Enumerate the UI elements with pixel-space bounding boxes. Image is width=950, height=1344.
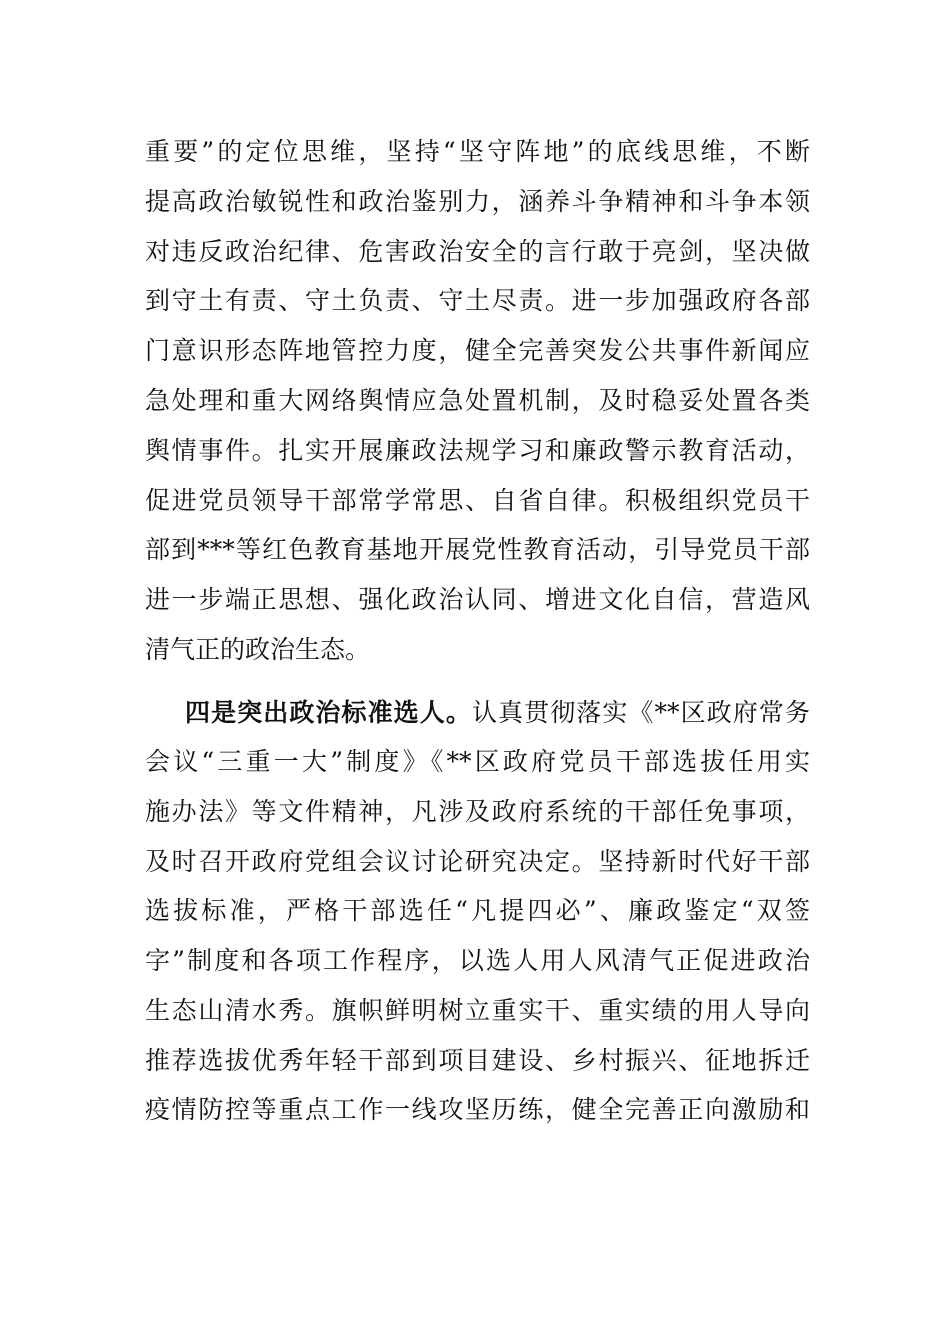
text-line: 提高政治敏锐性和政治鉴别力，涵养斗争精神和斗争本领 <box>145 187 810 216</box>
text-line: 门意识形态阵地管控力度，健全完善突发公共事件新闻应 <box>145 336 810 365</box>
paragraph-first-line <box>185 693 810 733</box>
text-line: 生态山清水秀。旗帜鲜明树立重实干、重实绩的用人导向 <box>145 996 810 1025</box>
text-line: 疫情防控等重点工作一线攻坚历练，健全完善正向激励和 <box>145 1095 810 1124</box>
text-line: 字”制度和各项工作程序，以选人用人风清气正促进政治 <box>145 946 810 975</box>
text-line: 对违反政治纪律、危害政治安全的言行敢于亮剑，坚决做 <box>145 237 810 266</box>
text-line: 重要”的定位思维，坚持“坚守阵地”的底线思维，不断 <box>145 137 810 166</box>
text-line: 急处理和重大网络舆情应急处置机制，及时稳妥处置各类 <box>145 386 810 415</box>
text-line: 推荐选拔优秀年轻干部到项目建设、乡村振兴、征地拆迁 <box>145 1046 810 1075</box>
text-line: 会议“三重一大”制度》《**区政府党员干部选拔任用实 <box>145 747 810 776</box>
text-line: 舆情事件。扎实开展廉政法规学习和廉政警示教育活动， <box>145 436 810 465</box>
text-line: 及时召开政府党组会议讨论研究决定。坚持新时代好干部 <box>145 847 810 876</box>
text-line: 进一步端正思想、强化政治认同、增进文化自信，营造风 <box>145 585 810 614</box>
section-heading: 四是突出政治标准选人。 <box>185 698 472 727</box>
text-line: 清气正的政治生态。 <box>145 635 371 664</box>
text-line: 部到***等红色教育基地开展党性教育活动，引导党员干部 <box>145 535 810 564</box>
text-line: 施办法》等文件精神，凡涉及政府系统的干部任免事项， <box>145 797 810 826</box>
text-line: 到守土有责、守土负责、守土尽责。进一步加强政府各部 <box>145 286 810 315</box>
text-line: 促进党员领导干部常学常思、自省自律。积极组织党员干 <box>145 486 810 515</box>
text-line: 选拔标准，严格干部选任“凡提四必”、廉政鉴定“双签 <box>145 896 810 925</box>
first-line-text: 认真贯彻落实《**区政府常务 <box>471 698 810 727</box>
